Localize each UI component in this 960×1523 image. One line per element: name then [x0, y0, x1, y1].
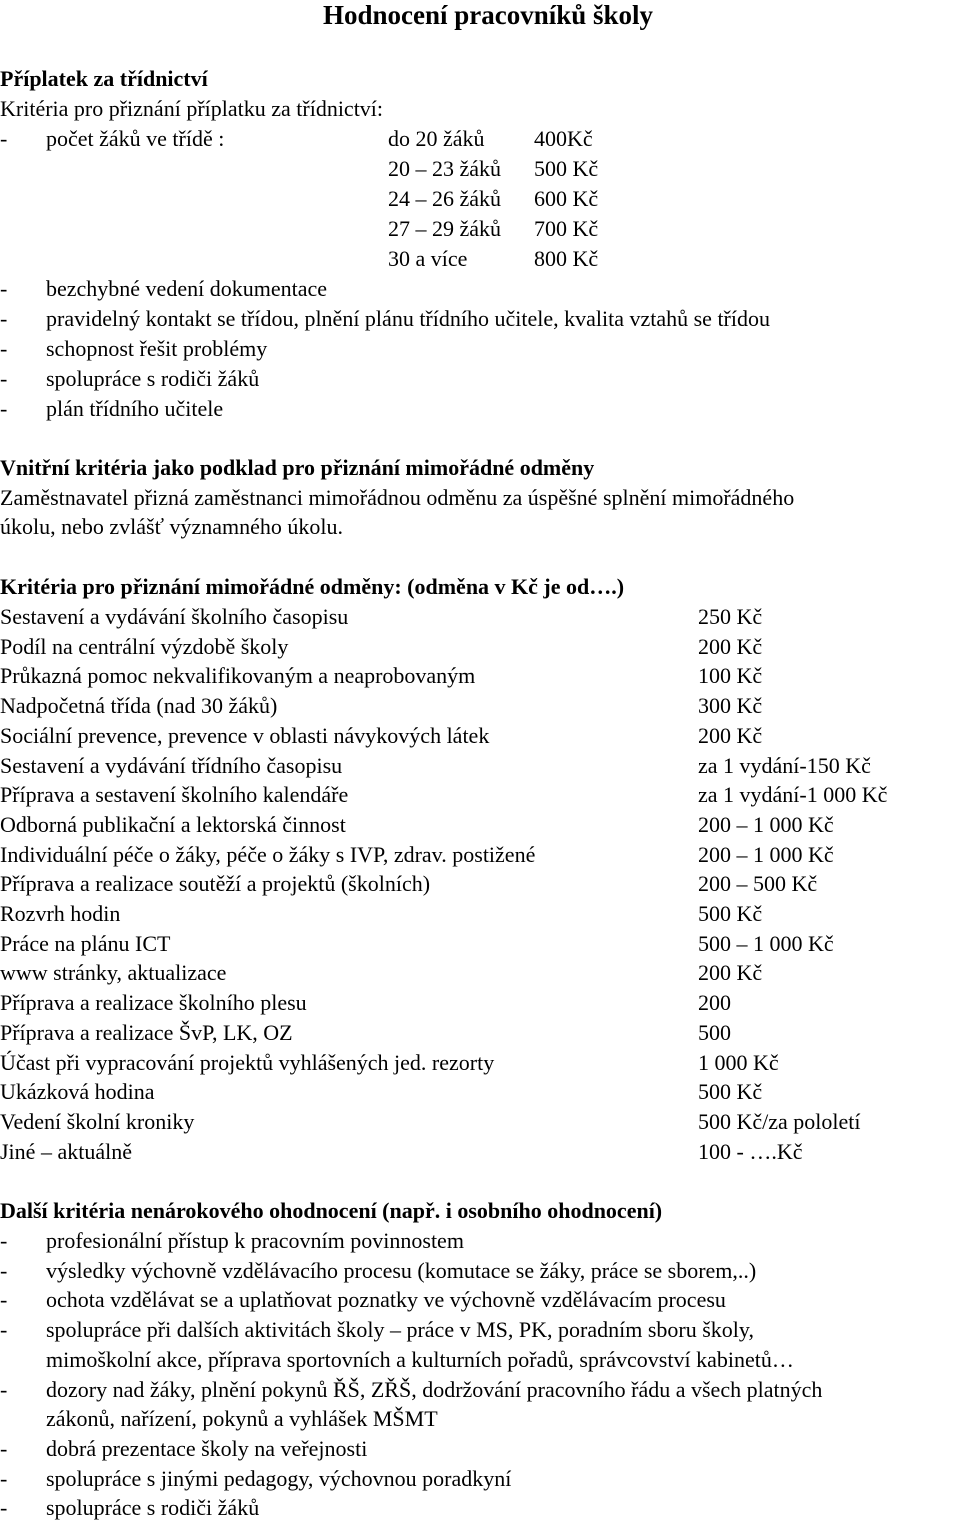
- tier-amount: 700 Kč: [534, 216, 599, 241]
- bullet-dash: -: [0, 396, 8, 421]
- list-item-text: mimoškolní akce, příprava sportovních a kulturních pořadů, správcovství kabinetů…: [46, 1346, 794, 1372]
- list-item: [0, 1493, 960, 1523]
- criteria-item: [0, 394, 960, 424]
- reward-row: [0, 1018, 960, 1048]
- reward-label: Vedení školní kroniky: [0, 1108, 195, 1134]
- criteria-item: [0, 274, 960, 304]
- reward-amount: 250 Kč: [698, 604, 763, 629]
- list-item-text: výsledky výchovně vzdělávacího procesu (komutace se žáky, práce se sborem,..): [46, 1257, 757, 1283]
- reward-amount: za 1 vydání-150 Kč: [698, 752, 871, 778]
- reward-amount: 500 – 1 000 Kč: [698, 930, 834, 956]
- reward-label: Sociální prevence, prevence v oblasti návykových látek: [0, 722, 490, 748]
- student-count-label: počet žáků ve třídě :: [46, 126, 225, 151]
- reward-row: [0, 929, 960, 959]
- bullet-dash: -: [0, 1317, 8, 1343]
- tier-range: 30 a více: [388, 246, 468, 271]
- reward-label: Podíl na centrální výzdobě školy: [0, 633, 289, 659]
- tier-amount: 800 Kč: [534, 246, 599, 271]
- list-item-text: spolupráce s rodiči žáků: [46, 1495, 260, 1521]
- paragraph-line: Zaměstnavatel přizná zaměstnanci mimořádnou odměnu za úspěšné splnění mimořádného: [0, 485, 795, 510]
- criteria-item-text: pravidelný kontakt se třídou, plnění plánu třídního učitele, kvalita vztahů se třídou: [46, 306, 770, 331]
- reward-amount: 500: [698, 1019, 731, 1045]
- reward-label: Průkazná pomoc nekvalifikovaným a neaprobovaným: [0, 663, 476, 689]
- section-heading-internal-criteria: Vnitřní kritéria jako podklad pro přiznání mimořádné odměny: [0, 455, 595, 480]
- tier-row: [0, 154, 960, 184]
- tier-amount: 600 Kč: [534, 186, 599, 211]
- section-heading-class-teacher-bonus: Příplatek za třídnictví: [0, 66, 208, 91]
- tier-amount: 500 Kč: [534, 156, 599, 181]
- tier-amount: 400Kč: [534, 126, 593, 151]
- tier-row: [0, 244, 960, 274]
- list-item-continuation: [0, 1404, 960, 1434]
- reward-amount: za 1 vydání-1 000 Kč: [698, 782, 888, 808]
- reward-label: www stránky, aktualizace: [0, 960, 227, 986]
- reward-label: Sestavení a vydávání třídního časopisu: [0, 752, 343, 778]
- reward-row: [0, 869, 960, 899]
- bullet-dash: -: [0, 1465, 8, 1491]
- reward-row: [0, 958, 960, 988]
- reward-row: [0, 780, 960, 810]
- tier-range: 24 – 26 žáků: [388, 186, 502, 211]
- list-item: [0, 1315, 960, 1345]
- tier-row: [0, 184, 960, 214]
- reward-label: Nadpočetná třída (nad 30 žáků): [0, 693, 278, 719]
- tier-range: do 20 žáků: [388, 126, 485, 151]
- list-item: [0, 1375, 960, 1405]
- reward-row: [0, 751, 960, 781]
- bullet-dash: -: [0, 1495, 8, 1521]
- reward-amount: 200 Kč: [698, 633, 763, 659]
- reward-label: Účast při vypracování projektů vyhlášených jed. rezorty: [0, 1049, 495, 1075]
- reward-amount: 100 - ….Kč: [698, 1138, 803, 1164]
- criteria-item: [0, 364, 960, 394]
- reward-row: [0, 602, 960, 632]
- reward-row: [0, 632, 960, 662]
- bullet-dash: -: [0, 1228, 8, 1253]
- list-item: [0, 1226, 960, 1256]
- list-item: [0, 1464, 960, 1494]
- list-item: [0, 1434, 960, 1464]
- criteria-item-text: spolupráce s rodiči žáků: [46, 366, 260, 391]
- reward-row: [0, 1107, 960, 1137]
- reward-label: Práce na plánu ICT: [0, 930, 171, 956]
- list-item-continuation: [0, 1345, 960, 1375]
- reward-row: [0, 988, 960, 1018]
- bullet-dash: -: [0, 1257, 8, 1283]
- tier-range: 27 – 29 žáků: [388, 216, 502, 241]
- section-heading-reward-criteria: Kritéria pro přiznání mimořádné odměny: (odměna v Kč je od….): [0, 574, 625, 599]
- criteria-item: [0, 334, 960, 364]
- criteria-item-text: bezchybné vedení dokumentace: [46, 276, 327, 301]
- list-item-text: dobrá prezentace školy na veřejnosti: [46, 1435, 368, 1461]
- reward-amount: 500 Kč: [698, 1079, 763, 1105]
- reward-row: [0, 810, 960, 840]
- bullet-dash: -: [0, 366, 8, 391]
- paragraph-line: úkolu, nebo zvlášť významného úkolu.: [0, 514, 343, 539]
- tier-row: [0, 214, 960, 244]
- reward-amount: 100 Kč: [698, 663, 763, 689]
- reward-row: [0, 1077, 960, 1107]
- bullet-dash: -: [0, 1376, 8, 1402]
- reward-amount: 1 000 Kč: [698, 1049, 779, 1075]
- reward-amount: 200 – 1 000 Kč: [698, 841, 834, 867]
- reward-label: Sestavení a vydávání školního časopisu: [0, 604, 349, 629]
- bullet-dash: -: [0, 1287, 8, 1313]
- list-item-text: spolupráce při dalších aktivitách školy – práce v MS, PK, poradním sboru školy,: [46, 1317, 754, 1343]
- reward-label: Individuální péče o žáky, péče o žáky s IVP, zdrav. postižené: [0, 841, 536, 867]
- criteria-item-text: schopnost řešit problémy: [46, 336, 268, 361]
- reward-row: [0, 1048, 960, 1078]
- criteria-item: [0, 304, 960, 334]
- reward-amount: 200: [698, 990, 731, 1016]
- bullet-dash: -: [0, 1435, 8, 1461]
- reward-label: Ukázková hodina: [0, 1079, 155, 1105]
- reward-amount: 500 Kč/za pololetí: [698, 1108, 861, 1134]
- list-item-text: ochota vzdělávat se a uplatňovat poznatky ve výchovně vzdělávacím procesu: [46, 1287, 726, 1313]
- list-item-text: zákonů, nařízení, pokynů a vyhlášek MŠMT: [46, 1406, 438, 1432]
- list-item: [0, 1256, 960, 1286]
- tier-range: 20 – 23 žáků: [388, 156, 502, 181]
- reward-amount: 300 Kč: [698, 693, 763, 719]
- section-heading-further-criteria: Další kritéria nenárokového ohodnocení (např. i osobního ohodnocení): [0, 1198, 663, 1223]
- criteria-item-text: plán třídního učitele: [46, 396, 224, 421]
- list-item-text: profesionální přístup k pracovním povinnostem: [46, 1228, 464, 1253]
- bullet-dash: -: [0, 276, 8, 301]
- reward-amount: 200 Kč: [698, 960, 763, 986]
- reward-amount: 200 Kč: [698, 722, 763, 748]
- list-item-text: dozory nad žáky, plnění pokynů ŘŠ, ZŘŠ, dodržování pracovního řádu a všech platných: [46, 1376, 823, 1402]
- reward-label: Příprava a sestavení školního kalendáře: [0, 782, 349, 808]
- reward-row: [0, 1137, 960, 1167]
- reward-amount: 200 – 1 000 Kč: [698, 811, 834, 837]
- reward-label: Odborná publikační a lektorská činnost: [0, 811, 346, 837]
- reward-row: [0, 691, 960, 721]
- page-title: Hodnocení pracovníků školy: [322, 0, 654, 30]
- reward-label: Příprava a realizace soutěží a projektů (školních): [0, 871, 431, 897]
- student-count-row: [0, 124, 960, 154]
- bullet-dash: -: [0, 336, 8, 361]
- reward-row: [0, 721, 960, 751]
- reward-label: Rozvrh hodin: [0, 901, 121, 926]
- reward-label: Jiné – aktuálně: [0, 1138, 132, 1164]
- criteria-intro: Kritéria pro přiznání příplatku za třídnictví:: [0, 96, 384, 121]
- reward-row: [0, 899, 960, 929]
- list-item: [0, 1285, 960, 1315]
- list-item-text: spolupráce s jinými pedagogy, výchovnou poradkyní: [46, 1465, 512, 1491]
- bullet-dash: -: [0, 126, 8, 151]
- reward-amount: 200 – 500 Kč: [698, 871, 818, 897]
- reward-row: [0, 661, 960, 691]
- reward-amount: 500 Kč: [698, 901, 763, 926]
- reward-row: [0, 840, 960, 870]
- bullet-dash: -: [0, 306, 8, 331]
- reward-label: Příprava a realizace ŠvP, LK, OZ: [0, 1019, 293, 1045]
- reward-label: Příprava a realizace školního plesu: [0, 990, 307, 1016]
